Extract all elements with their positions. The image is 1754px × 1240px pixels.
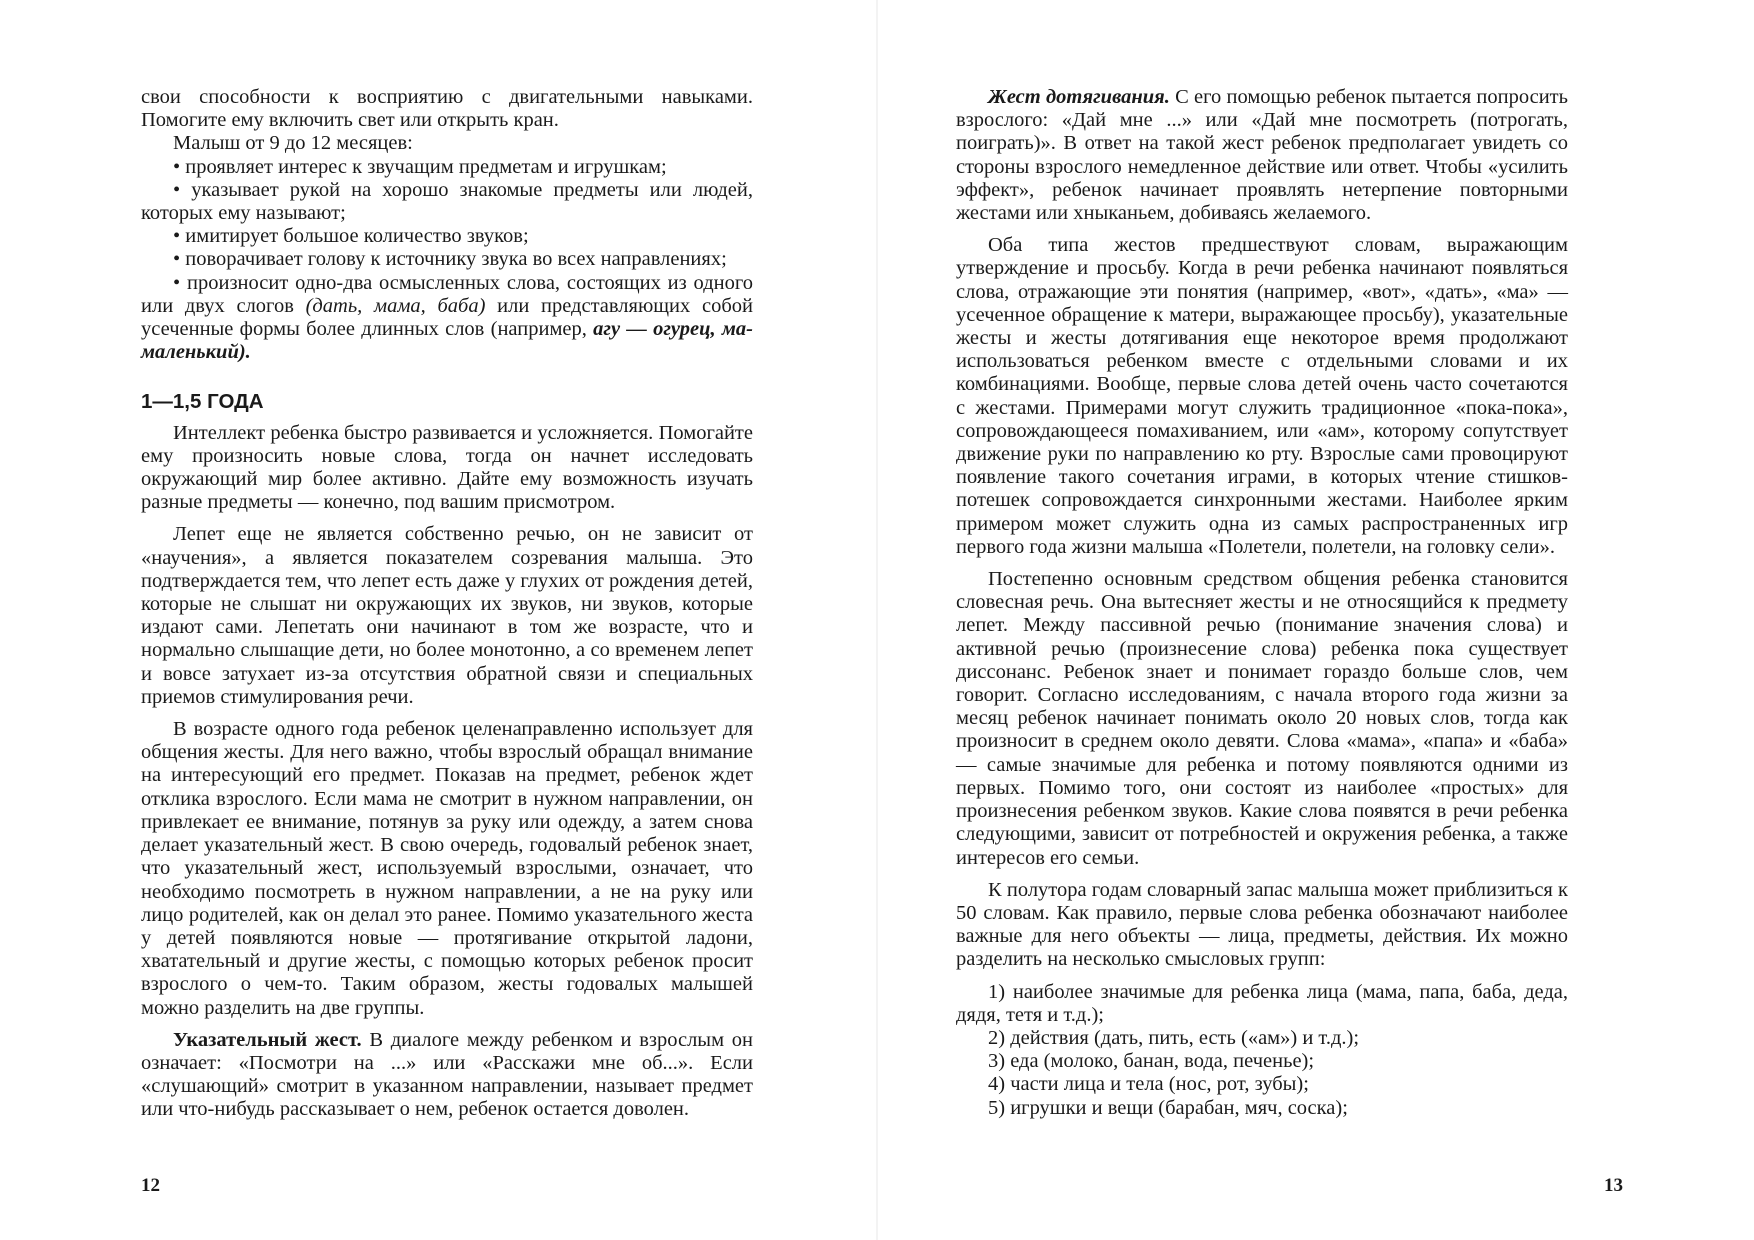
paragraph: Указательный жест. В диалоге между ребенком и взрослым он означает: «Посмотри на ...» или «Расскажи мне об...». Если «слушающий» смотрит в указанном направлении, называет предмет или что-нибудь рассказывает о нем, ребенок остается доволен. <box>141 1028 753 1121</box>
page-number: 12 <box>141 1175 160 1196</box>
section-heading: 1—1,5 ГОДА <box>141 390 264 414</box>
page-number: 13 <box>1604 1175 1623 1196</box>
list-item: 4) части лица и тела (нос, рот, зубы); <box>988 1073 1309 1096</box>
paragraph: свои способности к восприятию с двигательными навыками. Помогите ему включить свет или открыть кран. <box>141 86 753 132</box>
list-item: 5) игрушки и вещи (барабан, мяч, соска); <box>988 1096 1348 1119</box>
left-text-column <box>141 86 753 1122</box>
paragraph: Жест дотягивания. С его помощью ребенок пытается попросить взрослого: «Дай мне ...» или «Дай мне посмотреть (потрогать, поиграть)». В ответ на такой жест ребенок предполагает увидеть со стороны взрослого немедленное действие или ответ. Чтобы «усилить эффект», ребенок начинает проявлять нетерпение повторными жестами или хныканьем, добиваясь желаемого. <box>956 86 1568 225</box>
list-item: • произносит одно-два осмысленных слова, состоящих из одного или двух слогов (дать, мама, баба) или представляющих собой усеченные формы более длинных слов (например, агу — огурец, ма-маленький). <box>141 271 753 364</box>
list-item: 2) действия (дать, пить, есть («ам») и т.д.); <box>988 1026 1360 1049</box>
list-item: • имитирует большое количество звуков; <box>173 225 529 248</box>
paragraph: Постепенно основным средством общения ребенка становится словесная речь. Она вытесняет жесты и не относящийся к предмету лепет. Между пассивной речью (понимание значения слова) и активной речью (произнесение слова) ребенка пока существует диссонанс. Ребенок знает и понимает гораздо больше слов, чем говорит. Согласно исследованиям, с начала второго года жизни за месяц ребенок начинает понимать около 20 новых слов, тогда как произносит в среднем около девяти. Слова «мама», «папа» и «баба» — самые значимые для ребенка и потому появляются одними из первых. Помимо того, они состоят из наиболее «простых» для произнесения ребенком звуков. Какие слова появятся в речи ребенка следующими, зависит от потребностей и окружения ребенка, а также интересов его семьи. <box>956 568 1568 869</box>
paragraph: Малыш от 9 до 12 месяцев: <box>173 132 413 155</box>
list-item: • проявляет интерес к звучащим предметам и игрушкам; <box>173 155 667 178</box>
term-heading: Указательный жест. <box>173 1028 362 1051</box>
right-text-column <box>956 86 1568 1120</box>
right-page <box>877 0 1754 1240</box>
paragraph: Интеллект ребенка быстро развивается и усложняется. Помогайте ему произносить новые слова, тогда он начнет исследовать окружающий мир более активно. Дайте ему возможность изучать разные предметы — конечно, под вашим присмотром. <box>141 421 753 514</box>
list-item: 3) еда (молоко, банан, вода, печенье); <box>988 1050 1315 1073</box>
paragraph: В возрасте одного года ребенок целенаправленно использует для общения жесты. Для него важно, чтобы взрослый обращал внимание на интересующий его предмет. Показав на предмет, ребенок ждет отклика взрослого. Если мама не смотрит в нужном направлении, он привлекает ее внимание, потянув за руку или одежду, а затем снова делает указательный жест. В свою очередь, годовалый ребенок знает, что указательный жест, используемый взрослыми, означает, что необходимо посмотреть в нужном направлении, а не на руку или лицо родителей, как он делал это ранее. Помимо указательного жеста у детей появляются новые — протягивание открытой ладони, хватательный и другие жесты, с помощью которых ребенок просит взрослого о чем-то. Таким образом, жесты годовалых малышей можно разделить на две группы. <box>141 718 753 1019</box>
paragraph: Лепет еще не является собственно речью, он не зависит от «научения», а является показателем созревания малыша. Это подтверждается тем, что лепет есть даже у глухих от рождения детей, которые не слышат ни окружающих их звуков, ни звуков, которые издают сами. Лепетать они начинают в том же возрасте, что и нормально слышащие дети, но более монотонно, а со временем лепет и вовсе затухает из-за отсутствия обратной связи и специальных приемов стимулирования речи. <box>141 523 753 708</box>
list-item: • указывает рукой на хорошо знакомые предметы или людей, которых ему называют; <box>141 178 753 225</box>
paragraph: К полутора годам словарный запас малыша может приблизиться к 50 словам. Как правило, первые слова ребенка обозначают наиболее важные для него объекты — лица, предметы, действия. Их можно разделить на несколько смысловых групп: <box>956 878 1568 971</box>
list-item: 1) наиболее значимые для ребенка лица (мама, папа, баба, деда, дядя, тетя и т.д.); <box>956 980 1568 1026</box>
example-words: (дать, мама, баба) <box>305 294 486 317</box>
paragraph: Оба типа жестов предшествуют словам, выражающим утверждение и просьбу. Когда в речи ребенка начинают появляться слова, отражающие эти понятия (например, «вот», «дать», «ма» — усеченное обращение к матери, выражающее просьбу), указательные жесты и жесты дотягивания еще некоторое время продолжают использоваться ребенком вместе с отдельными словами и их комбинациями. Вообще, первые слова детей очень часто сочетаются с жестами. Примерами могут служить традиционное «пока-пока», сопровождающееся помахиванием, или «ам», которому сопутствует движение руки по направлению ко рту. Взрослые сами провоцируют появление такого сочетания играми, в которых чтение стишков-потешек сопровождается синхронными жестами. Наиболее ярким примером может служить одна из самых распространенных игр первого года жизни малыша «Полетели, полетели, на головку сели». <box>956 234 1568 558</box>
list-item: • поворачивает голову к источнику звука во всех направлениях; <box>173 248 727 271</box>
term-heading: Жест дотягивания. <box>988 86 1170 108</box>
example-words: агу — огурец, ма-маленький). <box>141 318 753 364</box>
